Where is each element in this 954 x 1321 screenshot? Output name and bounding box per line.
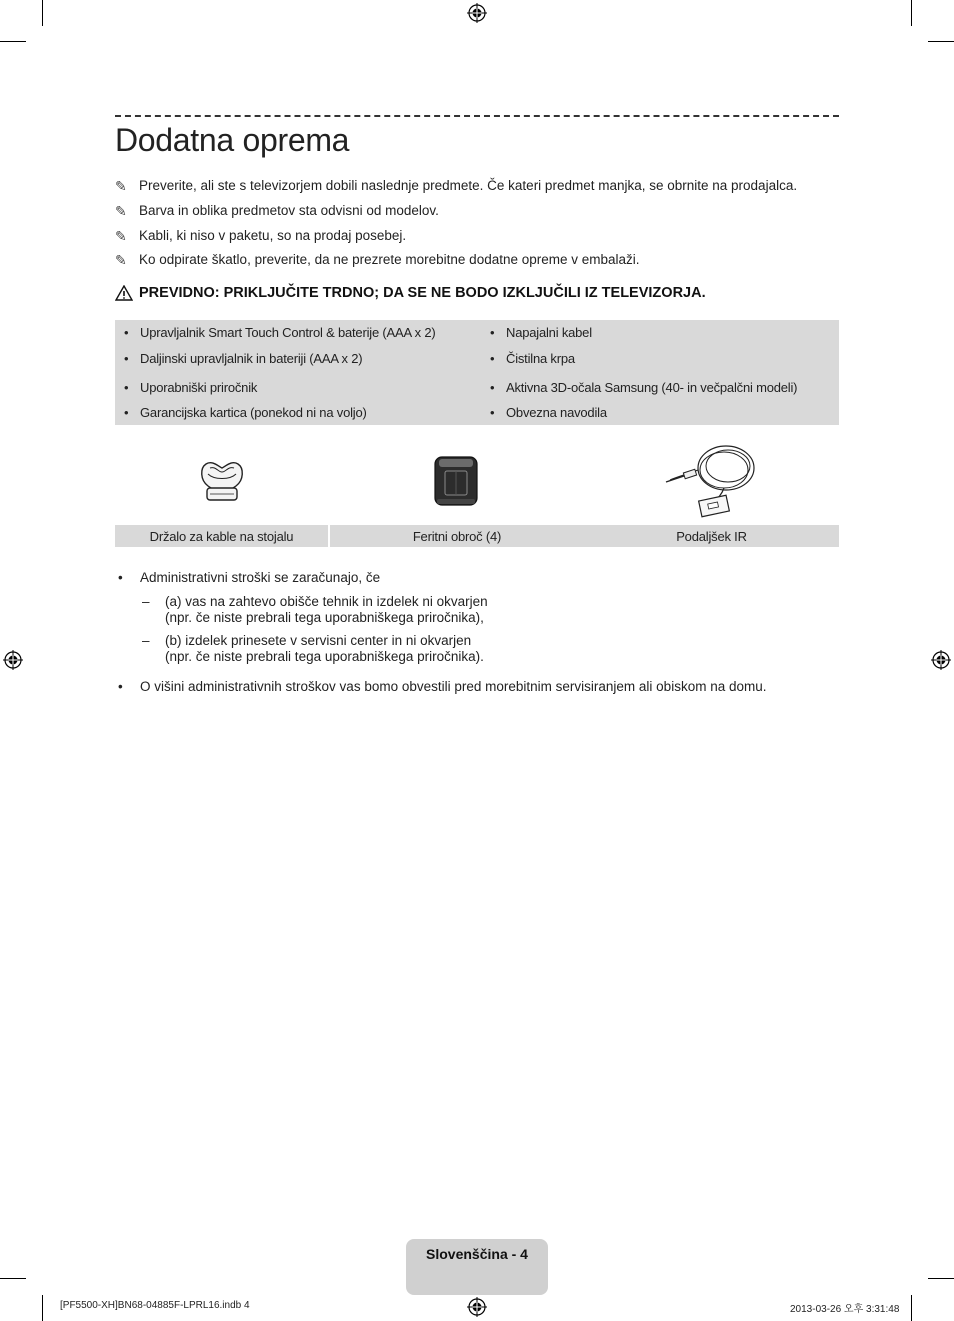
crop-mark xyxy=(928,41,954,42)
note-text: Ko odpirate škatlo, preverite, da ne prezrete morebitne dodatne opreme v embalaži. xyxy=(139,252,640,267)
list-item-label: Upravljalnik Smart Touch Control & baterije (AAA x 2) xyxy=(140,325,436,340)
pencil-note-icon: ✎ xyxy=(115,252,127,268)
list-item xyxy=(490,380,797,395)
bullet: • xyxy=(490,351,495,366)
note-item xyxy=(115,203,439,220)
accessory-caption xyxy=(115,525,328,547)
section-divider xyxy=(115,115,839,117)
crop-mark xyxy=(42,1295,43,1321)
admin-case-a-line1: (a) vas na zahtevo obišče tehnik in izdelek ni okvarjen xyxy=(165,594,488,609)
pencil-note-icon: ✎ xyxy=(115,203,127,219)
caption-text: Držalo za kable na stojalu xyxy=(149,528,294,544)
caption-text: Feritni obroč (4) xyxy=(412,528,502,544)
accessory-caption xyxy=(330,525,584,547)
crop-mark xyxy=(0,1278,26,1279)
list-item-label: Obvezna navodila xyxy=(506,405,607,420)
page-title: Dodatna oprema xyxy=(115,122,350,158)
list-item xyxy=(124,405,367,420)
page-number: Slovenščina - 4 xyxy=(426,1246,528,1262)
registration-mark-icon xyxy=(467,1297,487,1317)
admin-case-a-line2: (npr. če niste prebrali tega uporabniškega priročnika), xyxy=(165,610,484,625)
crop-mark xyxy=(42,0,43,26)
list-item-label: Garancijska kartica (ponekod ni na voljo) xyxy=(140,405,367,420)
bullet: • xyxy=(124,325,129,340)
ir-extender-cable-icon xyxy=(664,440,760,518)
note-text: Barva in oblika predmetov sta odvisni od modelov. xyxy=(139,203,439,218)
admin-intro: Administrativni stroški se zaračunajo, če xyxy=(140,570,381,585)
list-item xyxy=(490,351,575,366)
print-slug-right: 2013-03-26 오후 3:31:48 xyxy=(790,1304,900,1315)
list-item xyxy=(490,325,592,340)
bullet: • xyxy=(118,570,123,585)
note-item xyxy=(115,228,406,245)
bullet: • xyxy=(124,380,129,395)
list-item xyxy=(124,325,436,340)
pencil-note-icon: ✎ xyxy=(115,178,127,194)
list-item-label: Napajalni kabel xyxy=(506,325,592,340)
bullet: • xyxy=(124,351,129,366)
bullet: • xyxy=(490,325,495,340)
registration-mark-icon xyxy=(467,3,487,23)
list-item xyxy=(124,351,362,366)
warning-triangle-icon xyxy=(115,285,133,301)
list-item-label: Čistilna krpa xyxy=(506,351,575,366)
note-item xyxy=(115,178,797,195)
list-item xyxy=(124,380,257,395)
pencil-note-icon: ✎ xyxy=(115,228,127,244)
list-item xyxy=(490,405,607,420)
crop-mark xyxy=(928,1278,954,1279)
admin-case-b-line1: (b) izdelek prinesete v servisni center in ni okvarjen xyxy=(165,633,472,648)
print-slug-left: [PF5500-XH]BN68-04885F-LPRL16.indb 4 xyxy=(60,1300,250,1311)
list-item-label: Daljinski upravljalnik in bateriji (AAA x 2) xyxy=(140,351,363,366)
note-text: Preverite, ali ste s televizorjem dobili naslednje predmete. Če kateri predmet manjka, se obrnite na prodajalca. xyxy=(139,178,798,193)
dash-marker: – xyxy=(142,594,150,609)
cable-holder-icon xyxy=(196,458,248,504)
ferrite-core-icon xyxy=(433,455,479,507)
admin-case-b-line2: (npr. če niste prebrali tega uporabniškega priročnika). xyxy=(165,649,484,664)
registration-mark-icon xyxy=(931,650,951,670)
note-item xyxy=(115,252,640,269)
caution-line xyxy=(115,285,706,301)
crop-mark xyxy=(0,41,26,42)
note-text: Kabli, ki niso v paketu, so na prodaj posebej. xyxy=(139,228,407,243)
list-item-label: Aktivna 3D-očala Samsung (40- in večpalčni modeli) xyxy=(506,380,798,395)
list-item-label: Uporabniški priročnik xyxy=(140,380,258,395)
bullet: • xyxy=(118,679,123,694)
dash-marker: – xyxy=(142,633,150,648)
registration-mark-icon xyxy=(3,650,23,670)
admin-notice: O višini administrativnih stroškov vas bomo obvestili pred morebitnim servisiranjem ali obiskom na domu. xyxy=(140,679,767,694)
bullet: • xyxy=(490,380,495,395)
accessory-caption xyxy=(584,525,839,547)
caution-text: PREVIDNO: PRIKLJUČITE TRDNO; DA SE NE BODO IZKLJUČILI IZ TELEVIZORJA. xyxy=(139,285,706,301)
caption-text: Podaljšek IR xyxy=(676,528,747,544)
bullet: • xyxy=(490,405,495,420)
crop-mark xyxy=(911,0,912,26)
crop-mark xyxy=(911,1295,912,1321)
bullet: • xyxy=(124,405,129,420)
